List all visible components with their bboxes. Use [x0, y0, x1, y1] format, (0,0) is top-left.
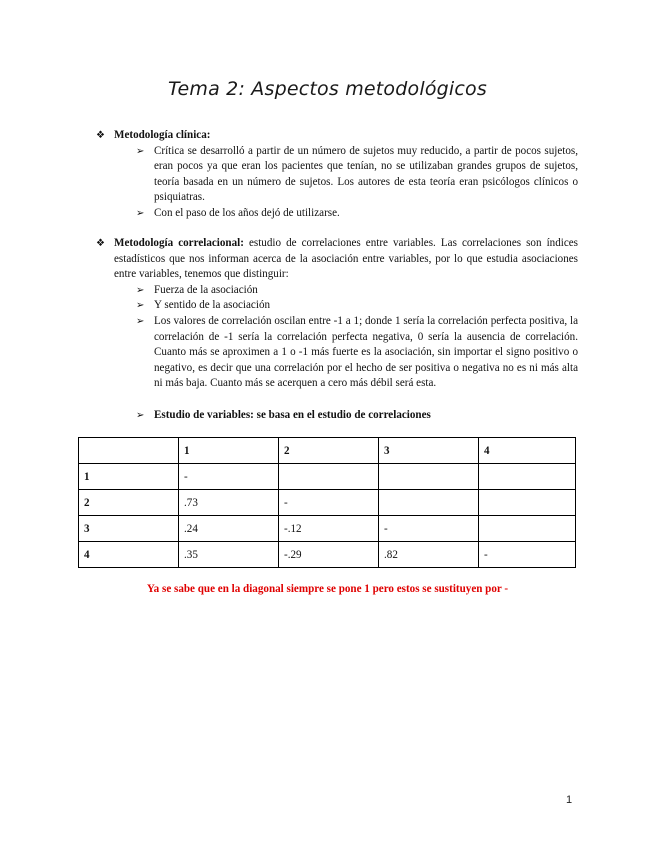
sub-list: [136, 144, 578, 222]
arrow-bullet-icon: ➢: [136, 315, 145, 327]
list-item-text: Los valores de correlación oscilan entre -1 a 1; donde 1 sería la correlación perfecta positiva, la correlación de -1 sería la correlación perfecta negativa, 0 sería la ausencia de correlación. Cuanto más se aproximen a 1 o -1 más fuerte es la asociación, sin importar el signo positivo o negativo, es decir que una correlación por el hecho de ser positiva o negativa no es ni más alta ni más baja. Cuanto más se acerquen a cero más débil será esta.: [154, 314, 578, 390]
table-cell: [479, 464, 576, 490]
table-cell: -.12: [279, 516, 379, 542]
arrow-bullet-icon: ➢: [136, 284, 145, 296]
table-cell: -: [479, 542, 576, 568]
list-item: [136, 283, 578, 299]
row-label-cell: 3: [79, 516, 179, 542]
row-label-cell: 2: [79, 490, 179, 516]
table-header-row: [79, 438, 576, 464]
list-item: [136, 298, 578, 314]
list-item: [136, 144, 578, 206]
arrow-bullet-icon: ➢: [136, 145, 145, 157]
list-item: [136, 206, 578, 222]
table-cell: .35: [179, 542, 279, 568]
table-cell: .24: [179, 516, 279, 542]
table-header-cell: [79, 438, 179, 464]
table-header-cell: 4: [479, 438, 576, 464]
section-correlational-methodology: [96, 236, 578, 392]
table-header-cell: 3: [379, 438, 479, 464]
section-heading: Metodología clínica:: [114, 129, 211, 141]
table-cell: -: [379, 516, 479, 542]
table-header-cell: 1: [179, 438, 279, 464]
list-item-text: Fuerza de la asociación: [154, 283, 258, 296]
section-heading: Metodología correlacional:: [114, 237, 244, 249]
arrow-bullet-icon: ➢: [136, 300, 145, 312]
diamond-bullet-icon: ❖: [96, 238, 105, 249]
row-label-cell: 4: [79, 542, 179, 568]
table-header-cell: 2: [279, 438, 379, 464]
arrow-bullet-icon: ➢: [136, 207, 145, 219]
list-item-text: Con el paso de los años dejó de utilizarse.: [154, 206, 340, 219]
table-cell: -: [279, 490, 379, 516]
section-intro-text: estudio de correlaciones entre variables. Las correlaciones son índices estadísticos que nos informan acerca de la asociación entre variables, por lo que estudia asociaciones entre variables, tenemos que distinguir:: [114, 237, 579, 281]
table-cell: [479, 490, 576, 516]
table-row: [79, 542, 576, 568]
section-heading-line: [96, 236, 578, 283]
diamond-bullet-icon: ❖: [96, 130, 105, 141]
list-item-text: Y sentido de la asociación: [154, 299, 271, 312]
list-item-text: Crítica se desarrolló a partir de un número de sujetos muy reducido, a partir de pocos sujetos, eran pocos ya que eran los pacientes que tenían, no se utilizaban grandes grupos de sujetos, teoría basada en un número de sujetos. Los autores de esta teoría eran psicólogos clínicos o psiquiatras.: [154, 144, 578, 204]
table-cell: [379, 464, 479, 490]
arrow-bullet-icon: ➢: [136, 410, 145, 421]
table-cell: [279, 464, 379, 490]
diagonal-note: Ya se sabe que en la diagonal siempre se pone 1 pero estos se sustituyen por -: [146, 583, 509, 595]
page-title: Tema 2: Aspectos metodológicos: [168, 78, 487, 100]
table-cell: -: [179, 464, 279, 490]
table-row: [79, 490, 576, 516]
sub-list: [136, 283, 578, 392]
table-row: [79, 464, 576, 490]
section-heading-line: [96, 128, 578, 144]
table-cell: [479, 516, 576, 542]
study-heading: Estudio de variables: se basa en el estudio de correlaciones: [154, 409, 431, 421]
section-clinical-methodology: [96, 128, 578, 222]
table-cell: .73: [179, 490, 279, 516]
study-heading-line: [136, 408, 594, 424]
table-cell: .82: [379, 542, 479, 568]
row-label-cell: 1: [79, 464, 179, 490]
table-cell: [379, 490, 479, 516]
table-cell: -.29: [279, 542, 379, 568]
page-number: 1: [566, 794, 573, 806]
list-item: [136, 314, 578, 392]
correlation-table: [78, 437, 576, 568]
table-row: [79, 516, 576, 542]
